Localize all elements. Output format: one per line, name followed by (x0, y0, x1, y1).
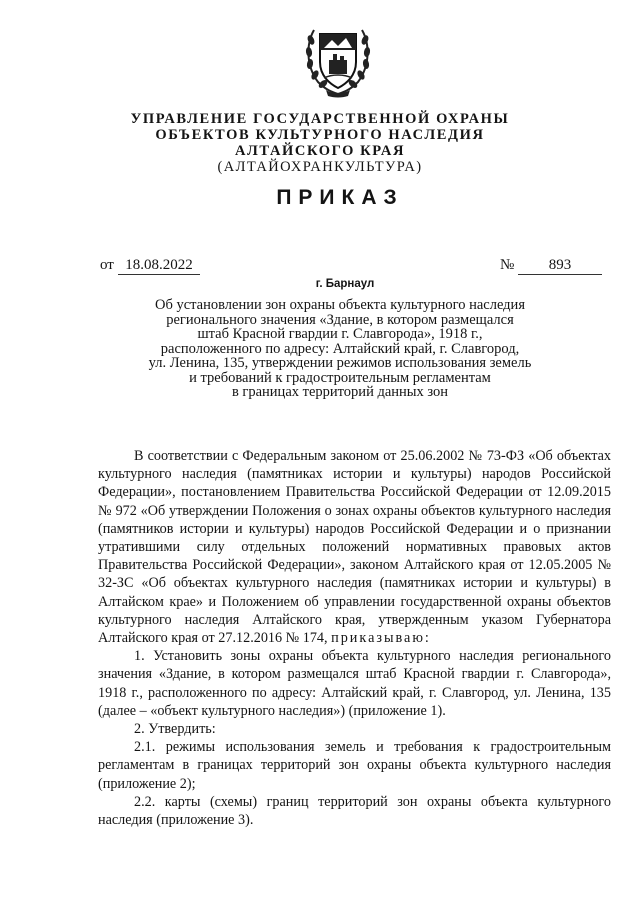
title-line: в границах территорий данных зон (231, 384, 449, 400)
org-name-line-1: УПРАВЛЕНИЕ ГОСУДАРСТВЕННОЙ ОХРАНЫ (130, 111, 510, 127)
item-2-1-paragraph: 2.1. режимы использования земель и требования к градостроительным регламентам в границах территорий зон охраны объекта культурного наследия (приложение 2); (98, 739, 611, 792)
city-name: г. Барнаул (315, 278, 375, 290)
document-type-heading: ПРИКАЗ (276, 186, 404, 209)
org-name-line-2: ОБЪЕКТОВ КУЛЬТУРНОГО НАСЛЕДИЯ (155, 127, 485, 143)
item-1-paragraph: 1. Установить зоны охраны объекта культурного наследия регионального значения «Здание, в котором размещался штаб Красной гвардии г. Славгорода», 1918 г., расположенного по адресу: Алтайский край, г. Славгород, ул. Ленина, 135 (далее – «объект культурного наследия») (приложение 1). (98, 648, 611, 719)
title-line: расположенного по адресу: Алтайский край, г. Славгород, (160, 340, 520, 357)
item-2-2-paragraph: 2.2. карты (схемы) границ территорий зон охраны объекта культурного наследия (приложение 3). (98, 793, 611, 829)
document-number: 893 (518, 257, 602, 275)
title-line: Об установлении зон охраны объекта культурного наследия (155, 297, 525, 313)
document-body (98, 447, 611, 829)
title-line: и требований к градостроительным регламентам (189, 369, 491, 386)
document-title (120, 298, 560, 400)
preamble-text: В соответствии с Федеральным законом от 25.06.2002 № 73-ФЗ «Об объектах культурного наследия (памятниках истории и культуры) народов Российской Федерации», постановлением Правительства Российской Федерации от 12.09.2015 № 972 «Об утверждении Положения о зонах охраны объектов культурного наследия (памятников истории и культуры) народов Российской Федерации и о признании утратившими силу отдельных положений нормативных правовых актов Правительства Российской Федерации», законом Алтайского края от 12.05.2005 № 32-ЗС «Об объектах культурного наследия (памятниках истории и культуры) в Алтайском крае» и Положением об управлении государственной охраны объектов культурного наследия Алтайского края, утвержденным указом Губернатора Алтайского края от 27.12.2016 № 174, (98, 448, 611, 647)
item-2-paragraph: 2. Утвердить: (134, 721, 216, 738)
org-name-line-3: АЛТАЙСКОГО КРАЯ (234, 143, 406, 159)
preamble-paragraph (98, 447, 611, 647)
title-line: ул. Ленина, 135, утверждении режимов использования земель (148, 355, 532, 371)
date-label: от (100, 257, 114, 273)
organization-name (0, 111, 640, 176)
title-line: штаб Красной гвардии г. Славгорода», 1918 г., (197, 326, 483, 342)
coat-of-arms-emblem (302, 20, 374, 98)
document-date: 18.08.2022 (118, 257, 200, 275)
number-label: № (500, 257, 515, 273)
title-line: регионального значения «Здание, в котором размещался (166, 311, 514, 328)
order-word: приказываю: (331, 630, 431, 647)
org-short-name: (АЛТАЙОХРАНКУЛЬТУРА) (217, 159, 423, 175)
